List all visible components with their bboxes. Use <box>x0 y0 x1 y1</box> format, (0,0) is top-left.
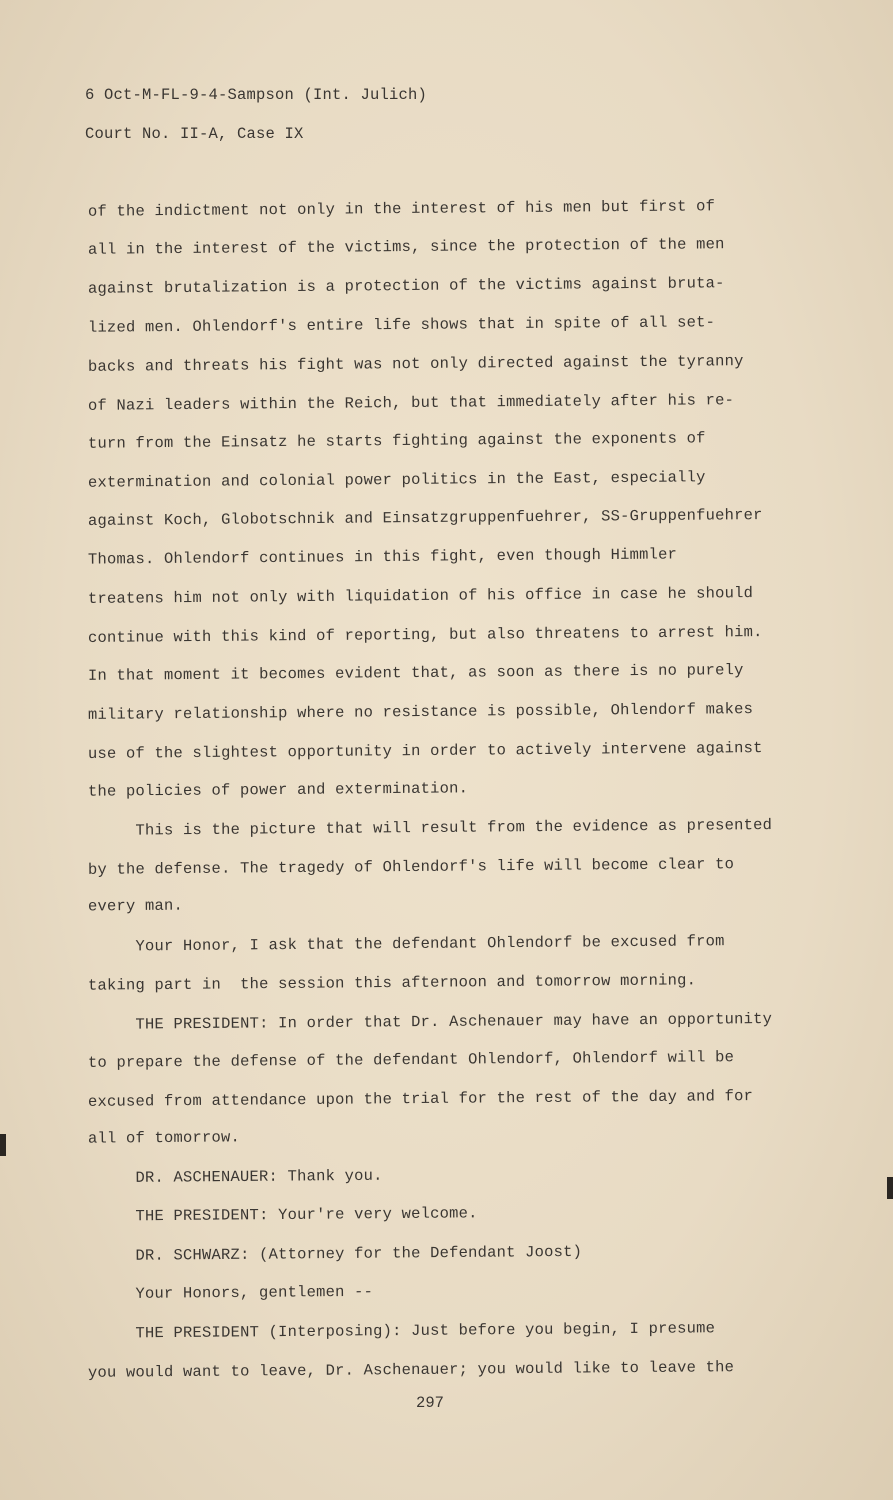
body-line: extermination and colonial power politics in the East, especially <box>87 468 706 492</box>
body-line: DR. ASCHENAUER: Thank you. <box>87 1166 383 1188</box>
body-line: continue with this kind of reporting, but also threatens to arrest him. <box>87 623 763 647</box>
body-line: DR. SCHWARZ: (Attorney for the Defendant Joost) <box>87 1242 583 1266</box>
body-line: lized men. Ohlendorf's entire life shows that in spite of all set- <box>87 313 716 337</box>
body-line: against Koch, Globotschnik and Einsatzgruppenfuehrer, SS-Gruppenfuehrer <box>87 506 763 530</box>
body-line: to prepare the defense of the defendant Ohlendorf, Ohlendorf will be <box>87 1048 735 1072</box>
body-line: taking part in the session this afternoon and tomorrow morning. <box>87 971 697 995</box>
body-line: military relationship where no resistance is possible, Ohlendorf makes <box>87 700 754 724</box>
body-line: of Nazi leaders within the Reich, but that immediately after his re- <box>87 391 735 415</box>
body-line: excused from attendance upon the trial for the rest of the day and for <box>87 1087 754 1111</box>
body-line: In that moment it becomes evident that, as soon as there is no purely <box>87 661 744 685</box>
body-line: Thomas. Ohlendorf continues in this fight, even though Himmler <box>87 545 678 569</box>
header-line-1: 6 Oct-M-FL-9-4-Sampson (Int. Julich) <box>85 86 428 104</box>
body-line: all of tomorrow. <box>87 1128 241 1148</box>
body-line: every man. <box>87 896 184 916</box>
body-line: Your Honors, gentlemen -- <box>87 1282 374 1304</box>
body-line: of the indictment not only in the interest of his men but first of <box>87 197 716 221</box>
body-line: against brutalization is a protection of the victims against bruta- <box>87 274 725 298</box>
body-line: treatens him not only with liquidation of his office in case he should <box>87 584 754 608</box>
header-line-2: Court No. II-A, Case IX <box>85 125 304 143</box>
body-line: turn from the Einsatz he starts fighting against the exponents of <box>87 429 706 453</box>
page-number: 297 <box>416 1394 444 1412</box>
left-edge-mark <box>0 1134 6 1156</box>
right-edge-mark <box>887 1177 893 1199</box>
body-line: use of the slightest opportunity in order to actively intervene against <box>87 739 763 763</box>
body-line: THE PRESIDENT: In order that Dr. Aschenauer may have an opportunity <box>87 1010 773 1034</box>
body-line: THE PRESIDENT: Your're very welcome. <box>87 1204 478 1226</box>
body-line: by the defense. The tragedy of Ohlendorf's life will become clear to <box>87 855 735 879</box>
body-line: all in the interest of the victims, since the protection of the men <box>87 235 725 259</box>
body-line: the policies of power and extermination. <box>87 779 469 801</box>
body-line: THE PRESIDENT (Interposing): Just before you begin, I presume <box>87 1319 716 1343</box>
body-line: backs and threats his fight was not only directed against the tyranny <box>87 352 744 376</box>
body-line: Your Honor, I ask that the defendant Ohlendorf be excused from <box>87 932 725 956</box>
body-line: you would want to leave, Dr. Aschenauer; you would like to leave the <box>87 1358 735 1382</box>
body-line: This is the picture that will result from the evidence as presented <box>87 816 773 840</box>
